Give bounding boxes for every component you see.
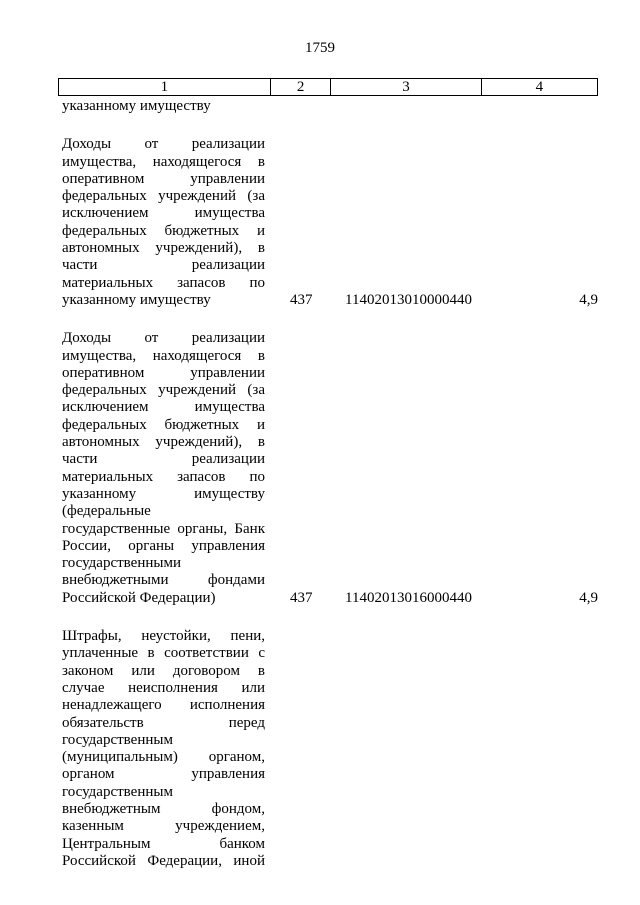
description-line: Штрафы, неустойки, пени, <box>62 628 265 645</box>
description-line: государственные органы, Банк <box>62 520 265 537</box>
row-admin-code: 437 <box>290 589 313 606</box>
description-line: (федеральные <box>62 503 151 520</box>
description-line: органом управления <box>62 766 265 783</box>
description-line: указанному имуществу <box>62 98 211 114</box>
table-row <box>62 330 598 607</box>
description-line: указанному имуществу <box>62 485 265 502</box>
description-line: обязательств перед <box>62 714 265 731</box>
row-kbk-code: 11402013010000440 <box>345 291 472 308</box>
row-kbk-code: 11402013016000440 <box>345 589 472 606</box>
row-description <box>62 628 265 870</box>
description-line: автономных учреждений), в <box>62 434 265 451</box>
row-value: 4,9 <box>579 291 598 308</box>
description-line: государственным <box>62 783 173 800</box>
description-line: (муниципальным) органом, <box>62 749 265 766</box>
header-row <box>59 79 598 96</box>
description-line: исключением имущества <box>62 205 265 222</box>
description-line: материальных запасов по <box>62 274 265 291</box>
description-line: внебюджетным фондом, <box>62 800 265 817</box>
description-line: имущества, находящегося в <box>62 347 265 364</box>
description-line: федеральных бюджетных и <box>62 416 265 433</box>
description-line: уплаченные в соответствии с <box>62 645 265 662</box>
row-description <box>62 136 265 309</box>
description-line: случае неисполнения или <box>62 679 265 696</box>
description-line: Российской Федерации) <box>62 589 216 606</box>
description-line: Доходы от реализации <box>62 136 265 153</box>
description-line: государственными <box>62 555 181 572</box>
description-line: законом или договором в <box>62 662 265 679</box>
table-column-header <box>58 78 598 96</box>
table-row <box>62 628 598 870</box>
description-line: части реализации <box>62 257 265 274</box>
description-line: части реализации <box>62 451 265 468</box>
description-line: имущества, находящегося в <box>62 153 265 170</box>
header-col-3: 3 <box>331 79 481 96</box>
header-col-1: 1 <box>59 79 271 96</box>
description-line: указанному имуществу <box>62 291 211 308</box>
description-line: оперативном управлении <box>62 364 265 381</box>
header-col-4: 4 <box>481 79 597 96</box>
description-line: федеральных учреждений (за <box>62 382 265 399</box>
description-line: Российской Федерации, иной <box>62 852 265 869</box>
description-line: внебюджетными фондами <box>62 572 265 589</box>
description-line: государственным <box>62 731 173 748</box>
header-col-2: 2 <box>270 79 331 96</box>
table-row <box>62 136 598 309</box>
description-line: Центральным банком <box>62 835 265 852</box>
description-line: исключением имущества <box>62 399 265 416</box>
row-value: 4,9 <box>579 589 598 606</box>
description-line: Доходы от реализации <box>62 330 265 347</box>
table-row <box>62 98 598 115</box>
description-line: федеральных учреждений (за <box>62 188 265 205</box>
description-line: материальных запасов по <box>62 468 265 485</box>
table-body <box>62 98 598 870</box>
row-admin-code: 437 <box>290 291 313 308</box>
description-line: федеральных бюджетных и <box>62 222 265 239</box>
description-line: оперативном управлении <box>62 170 265 187</box>
description-line: автономных учреждений), в <box>62 240 265 257</box>
row-description <box>62 98 265 115</box>
description-line: ненадлежащего исполнения <box>62 697 265 714</box>
row-description <box>62 330 265 607</box>
description-line: казенным учреждением, <box>62 818 265 835</box>
page-number: 1759 <box>305 40 335 56</box>
description-line: России, органы управления <box>62 537 265 554</box>
